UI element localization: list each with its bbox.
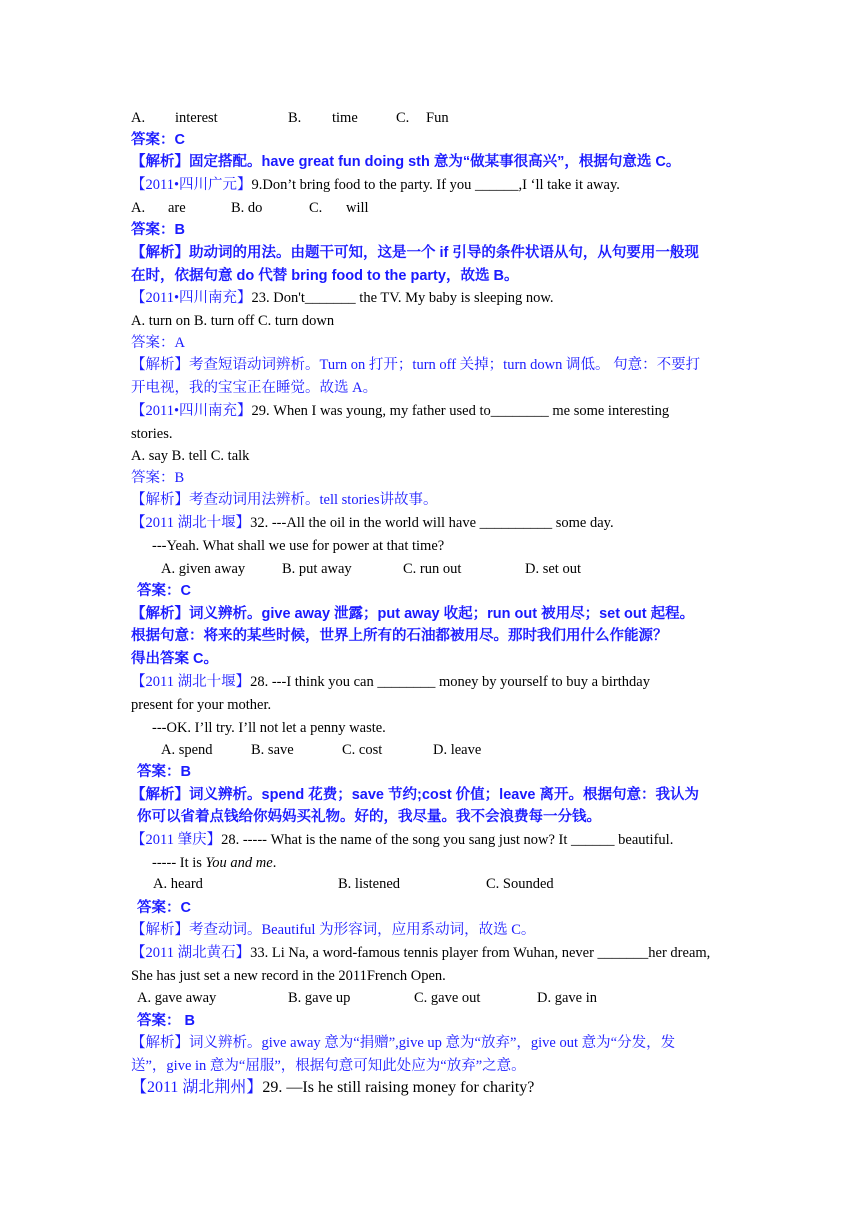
- option-label: B.: [288, 110, 302, 126]
- question-text: 9.Don’t bring food to the party. If you ______,I ‘ll take it away.: [251, 177, 620, 193]
- option-text: are: [168, 200, 186, 216]
- option-text: will: [346, 200, 369, 216]
- option-text: C. run out: [403, 561, 462, 577]
- question-source: 【2011•四川南充】: [131, 290, 252, 306]
- analysis: 【解析】考查动词。Beautiful 为形容词，应用系动词，故选 C。: [131, 922, 536, 938]
- option-text: Fun: [426, 110, 449, 126]
- option-text: A. given away: [161, 561, 246, 577]
- question-text: 28. ---I think you can ________ money by yourself to buy a birthday: [250, 674, 650, 690]
- option-text: time: [332, 110, 358, 126]
- option-text: D. leave: [433, 742, 482, 758]
- option-text: C. gave out: [414, 990, 481, 1006]
- answer: 答案： B: [137, 1013, 195, 1029]
- option-text: A. gave away: [137, 990, 217, 1006]
- question-text: ---Yeah. What shall we use for power at that time?: [152, 538, 445, 554]
- question-source: 【2011 湖北荆州】: [131, 1079, 263, 1096]
- option-text: C. Sounded: [486, 876, 554, 892]
- analysis: 开电视，我的宝宝正在睡觉。故选 A。: [131, 380, 378, 396]
- question-text: 23. Don't_______ the TV. My baby is sleeping now.: [251, 290, 554, 306]
- option-text: B. do: [231, 200, 263, 216]
- analysis: 送”，give in 意为“屈服”，根据句意可知此处应为“放弃”之意。: [131, 1058, 526, 1074]
- analysis: 根据句意：将来的某些时候，世界上所有的石油都被用尽。那时我们用什么作能源？: [131, 628, 668, 644]
- question-source: 【2011 湖北黄石】: [131, 945, 251, 961]
- question-source: 【2011 湖北十堰】: [131, 515, 251, 531]
- question: [131, 288, 732, 308]
- question-text: ---OK. I’ll try. I’ll not let a penny waste.: [152, 720, 386, 736]
- answer: 答案：C: [131, 132, 185, 148]
- analysis: 在时，依据句意 do 代替 bring food to the party，故选 B。: [131, 268, 519, 284]
- question-text: 29. —Is he still raising money for charity?: [262, 1079, 535, 1096]
- analysis: 你可以省着点钱给你妈妈买礼物。好的，我尽量。我不会浪费每一分钱。: [137, 809, 601, 825]
- answer: 答案：B: [137, 764, 191, 780]
- analysis: 【解析】词义辨析。give away 泄露；put away 收起；run out 被用尽；set out 起程。: [131, 606, 695, 622]
- question-text: 28. ----- What is the name of the song you sang just now? It ______ beautiful.: [221, 832, 674, 848]
- answer: 答案：B: [131, 470, 185, 486]
- analysis: 【解析】助动词的用法。由题干可知，这是一个 if 引导的条件状语从句，从句要用一般现: [131, 245, 699, 261]
- option-text: B. put away: [282, 561, 352, 577]
- question-text-part: ----- It is: [152, 855, 206, 871]
- question-text: [152, 853, 753, 873]
- option-text: A. heard: [153, 876, 203, 892]
- question: [131, 175, 732, 195]
- analysis: 【解析】考查短语动词辨析。Turn on 打开；turn off 关掉；turn down 调低。 句意：不要打: [131, 357, 701, 373]
- option-text: D. gave in: [537, 990, 597, 1006]
- analysis: 得出答案 C。: [131, 651, 218, 667]
- question: [131, 672, 732, 692]
- option-text: C. cost: [342, 742, 383, 758]
- question: [131, 943, 732, 963]
- option-text: D. set out: [525, 561, 581, 577]
- option-text: interest: [175, 110, 218, 126]
- song-title: You and me: [205, 855, 273, 871]
- answer: 答案：A: [131, 335, 185, 351]
- answer: 答案：B: [131, 222, 185, 238]
- question-text: 33. Li Na, a word-famous tennis player from Wuhan, never _______her dream,: [250, 945, 711, 961]
- question-text-part: .: [272, 855, 277, 871]
- analysis: 【解析】词义辨析。spend 花费；save 节约;cost 价值；leave 离开。根据句意：我认为: [131, 787, 699, 803]
- question-text: stories.: [131, 426, 173, 442]
- question: [131, 513, 732, 533]
- question: [131, 830, 732, 850]
- option-label: A.: [131, 200, 146, 216]
- question-text: 32. ---All the oil in the world will have __________ some day.: [250, 515, 614, 531]
- question-source: 【2011 肇庆】: [131, 832, 222, 848]
- option-text: B. save: [251, 742, 294, 758]
- options-row: A. turn on B. turn off C. turn down: [131, 313, 335, 329]
- question-source: 【2011•四川南充】: [131, 403, 252, 419]
- option-label: C.: [309, 200, 323, 216]
- options-row: A. say B. tell C. talk: [131, 448, 250, 464]
- analysis: 【解析】固定搭配。have great fun doing sth 意为“做某事很高兴”，根据句意选 C。: [131, 154, 681, 170]
- question-source: 【2011 湖北十堰】: [131, 674, 251, 690]
- question-text: present for your mother.: [131, 697, 272, 713]
- question-source: 【2011•四川广元】: [131, 177, 252, 193]
- answer: 答案：C: [137, 900, 191, 916]
- analysis: 【解析】考查动词用法辨析。tell stories讲故事。: [131, 492, 438, 508]
- question: [131, 401, 732, 421]
- option-text: B. gave up: [288, 990, 351, 1006]
- question-text: She has just set a new record in the 2011French Open.: [131, 968, 446, 984]
- answer: 答案：C: [137, 583, 191, 599]
- question: [131, 1078, 732, 1098]
- option-text: A. spend: [161, 742, 213, 758]
- option-label: C.: [396, 110, 410, 126]
- question-text: 29. When I was young, my father used to________ me some interesting: [251, 403, 670, 419]
- option-text: B. listened: [338, 876, 401, 892]
- option-label: A.: [131, 110, 146, 126]
- analysis: 【解析】词义辨析。give away 意为“捐赠”,give up 意为“放弃”，give out 意为“分发，发: [131, 1035, 676, 1051]
